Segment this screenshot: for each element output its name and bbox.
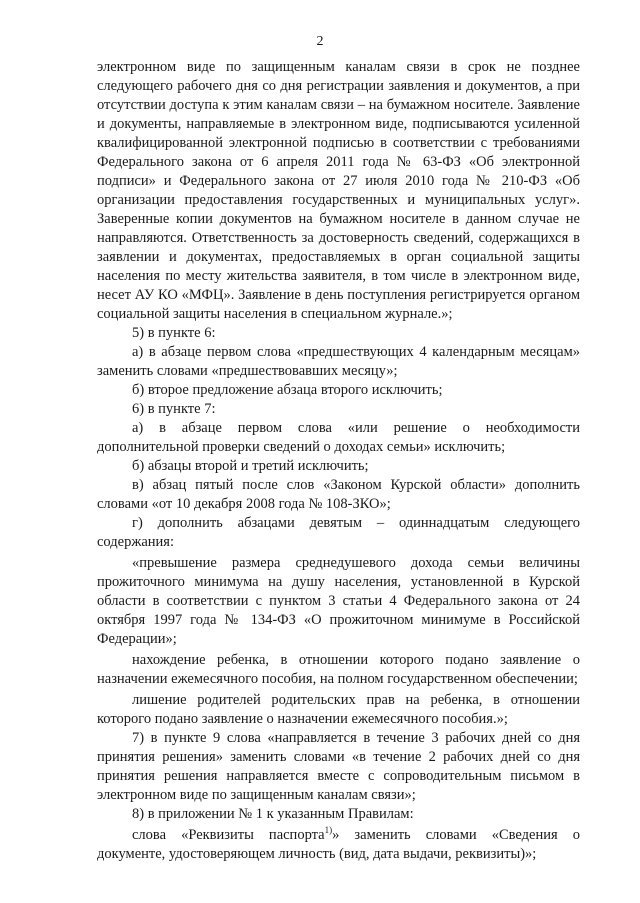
paragraph-continuation: электронном виде по защищенным каналам связи в срок не позднее следующего рабочего дня со дня регистрации заявления и документов, а при отсутствии доступа к этим каналам связи – на бумажном носителе. Заявление и документы, направляемые в электронном виде, подписываются усиленной квалифицированной электронной подписью в соответствии с требованиями Федерального закона от 6 апреля 2011 года № 63-ФЗ «Об электронной подписи» и Федерального закона от 27 июля 2010 года № 210-ФЗ «Об организации предоставления государственных и муниципальных услуг». Заверенные копии документов на бумажном носителе в данном случае не направляются. Ответственность за достоверность сведений, содержащихся в заявлении и документах, предоставляемых в орган социальной защиты населения по месту жительства заявителя, в том числе в электронном виде, несет АУ КО «МФЦ». Заявление в день поступления регистрируется органом социальной защиты населения в специальном журнале.»; (97, 59, 580, 322)
paragraph-passport-details (97, 826, 580, 864)
paragraph-item-5b: б) второе предложение абзаца второго исключить; (132, 382, 443, 398)
passport-text-before: слова «Реквизиты паспорта (132, 827, 325, 843)
paragraph-item-7: 7) в пункте 9 слова «направляется в течение 3 рабочих дней со дня принятия решения» заменить словами «в течение 2 рабочих дней со дня принятия решения направляется вместе с сопроводительным письмом в электронном виде по защищенным каналам связи»; (97, 730, 580, 803)
paragraph-item-5: 5) в пункте 6: (132, 325, 216, 341)
paragraph-quote-income: «превышение размера среднедушевого дохода семьи величины прожиточного минимума на душу населения, установленной в Курской области в соответствии с пунктом 3 статьи 4 Федерального закона от 24 октября 1997 года № 134-ФЗ «О прожиточном минимуме в Российской Федерации»; (97, 555, 580, 647)
paragraph-item-6b: б) абзацы второй и третий исключить; (132, 458, 369, 474)
page-number: 2 (316, 34, 324, 49)
footnote-mark: 1) (324, 825, 333, 836)
passport-text-after: » заменить словами «Сведения о документе, удостоверяющем личность (вид, дата выдачи, реквизиты)»; (97, 827, 580, 862)
paragraph-item-6v: в) абзац пятый после слов «Законом Курской области» дополнить словами «от 10 декабря 2008 года № 108-ЗКО»; (97, 477, 580, 512)
document-body (97, 58, 580, 864)
paragraph-item-6: 6) в пункте 7: (132, 401, 216, 417)
paragraph-quote-parental-rights: лишение родителей родительских прав на ребенка, в отношении которого подано заявление о назначении ежемесячного пособия.»; (97, 692, 580, 727)
paragraph-item-5a: а) в абзаце первом слова «предшествующих 4 календарным месяцам» заменить словами «предшествовавших месяцу»; (97, 344, 580, 379)
paragraph-item-6g: г) дополнить абзацами девятым – одиннадцатым следующего содержания: (97, 515, 580, 550)
paragraph-quote-custody: нахождение ребенка, в отношении которого подано заявление о назначении ежемесячного пособия, на полном государственном обеспечении; (97, 652, 580, 687)
paragraph-item-8: 8) в приложении № 1 к указанным Правилам: (132, 806, 414, 822)
paragraph-item-6a: а) в абзаце первом слова «или решение о необходимости дополнительной проверки сведений о доходах семьи» исключить; (97, 420, 580, 455)
